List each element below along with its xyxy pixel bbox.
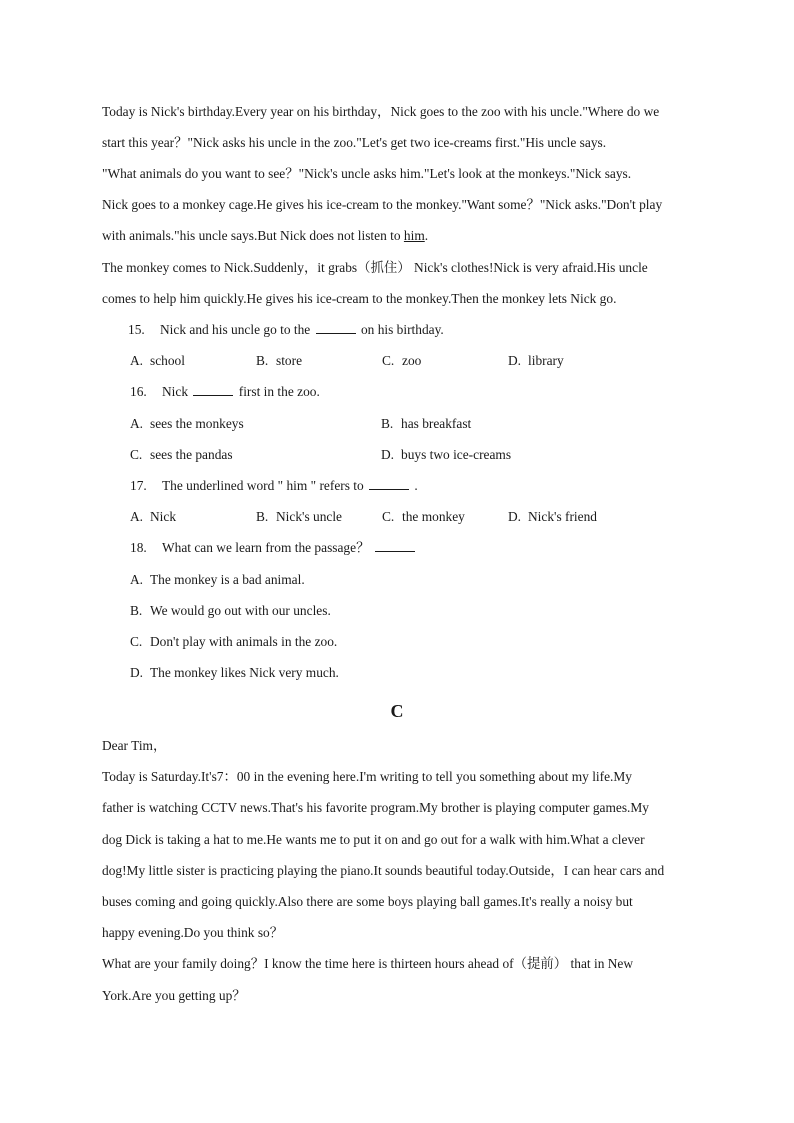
passage-line: comes to help him quickly.He gives his ice-cream to the monkey.Then the monkey lets Nick go. xyxy=(102,291,617,306)
passage-line: Nick goes to a monkey cage.He gives his ice-cream to the monkey."Want some？"Nick asks."Don't play xyxy=(102,197,663,212)
option-18-b: B. We would go out with our uncles. xyxy=(130,603,331,618)
letter-line: happy evening.Do you think so？ xyxy=(102,925,284,940)
option-18-a: A. The monkey is a bad animal. xyxy=(130,572,305,587)
question-number: 16. xyxy=(130,384,147,399)
question-text: . xyxy=(414,478,418,493)
question-number: 17. xyxy=(130,478,147,493)
letter-line: dog!My little sister is practicing playing the piano.It sounds beautiful today.Outside，I can hear cars and xyxy=(102,863,665,878)
option-16-b: B. has breakfast xyxy=(381,416,472,431)
question-17 xyxy=(130,477,418,495)
option-15-b: B. store xyxy=(256,353,303,368)
letter-line: What are your family doing？I know the time here is thirteen hours ahead of（提前） that in New xyxy=(102,956,634,971)
passage-line: Today is Nick's birthday.Every year on his birthday，Nick goes to the zoo with his uncle."Where do we xyxy=(102,104,660,119)
option-18-c: C. Don't play with animals in the zoo. xyxy=(130,634,338,649)
underlined-word: him xyxy=(403,228,425,243)
option-15-d: D. library xyxy=(508,353,564,368)
letter-line: father is watching CCTV news.That's his favorite program.My brother is playing computer games.My xyxy=(102,800,649,815)
letter-line: dog Dick is taking a hat to me.He wants me to put it on and go out for a walk with him.What a clever xyxy=(102,832,645,847)
option-17-c: C. the monkey xyxy=(382,509,465,524)
question-text: The underlined word " him " refers to xyxy=(162,478,364,493)
option-18-d: D. The monkey likes Nick very much. xyxy=(130,665,339,680)
question-text: on his birthday. xyxy=(360,322,444,337)
answer-blank xyxy=(375,539,415,552)
option-17-a: A. Nick xyxy=(130,509,177,524)
section-heading: C xyxy=(390,701,404,721)
question-text: Nick and his uncle go to the xyxy=(160,322,311,337)
passage-text: . xyxy=(424,228,429,243)
question-number: 18. xyxy=(130,540,147,555)
option-16-c: C. sees the pandas xyxy=(130,447,233,462)
letter-greeting: Dear Tim， xyxy=(102,738,167,753)
question-16 xyxy=(130,383,320,401)
option-17-d: D. Nick's friend xyxy=(508,509,597,524)
answer-blank xyxy=(193,383,233,396)
question-18 xyxy=(130,539,417,557)
option-16-a: A. sees the monkeys xyxy=(130,416,244,431)
letter-line: York.Are you getting up？ xyxy=(102,988,246,1003)
question-text: What can we learn from the passage？ xyxy=(162,540,370,555)
question-text: Nick xyxy=(162,384,189,399)
question-number: 15. xyxy=(128,322,145,337)
option-15-a: A. school xyxy=(130,353,185,368)
letter-line: buses coming and going quickly.Also there are some boys playing ball games.It's really a noisy but xyxy=(102,894,633,909)
option-17-b: B. Nick's uncle xyxy=(256,509,342,524)
question-15 xyxy=(128,321,444,339)
option-15-c: C. zoo xyxy=(382,353,422,368)
answer-blank xyxy=(369,477,409,490)
passage-text: with animals."his uncle says.But Nick does not listen to xyxy=(102,228,404,243)
answer-blank xyxy=(316,321,356,334)
passage-line: "What animals do you want to see？"Nick's uncle asks him."Let's look at the monkeys."Nick says. xyxy=(102,166,632,181)
passage-line: The monkey comes to Nick.Suddenly，it grabs（抓住） Nick's clothes!Nick is very afraid.His uncle xyxy=(102,260,648,275)
passage-line: start this year？"Nick asks his uncle in the zoo."Let's get two ice-creams first."His uncle says. xyxy=(102,135,607,150)
passage-line xyxy=(102,227,428,245)
option-16-d: D. buys two ice-creams xyxy=(381,447,512,462)
letter-line: Today is Saturday.It's7：00 in the evening here.I'm writing to tell you something about my life.My xyxy=(102,769,633,784)
question-text: first in the zoo. xyxy=(238,384,320,399)
